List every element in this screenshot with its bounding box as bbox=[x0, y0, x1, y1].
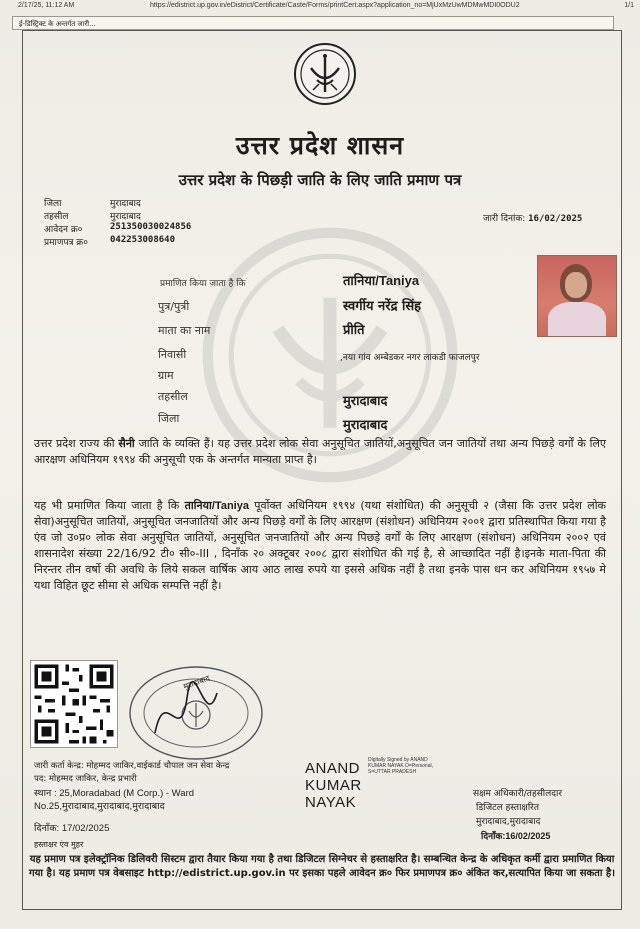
caste-text-end: जाति के व्यक्ति हैं। यह उत्तर प्रदेश लोक सेवा अनुसूचित जातियों,अनुसूचित जन जातियों तथा अन्य पिछड़े वर्गों के लिए आरक्षण अधिनियम १९९४ की अनुसूची एक के अन्तर्गत मान्यता प्राप्त है। bbox=[34, 437, 606, 466]
issuer-post: पद: मोहम्मद जाकिर, केन्द्र प्रभारी bbox=[34, 774, 137, 784]
authority-digital: डिजिटल हस्ताक्षरित bbox=[476, 803, 539, 813]
eligibility-text-end: पूर्वोक्त अधिनियम १९९४ (यथा संशोधित) की अनुसूची २ (जैसा कि उत्तर प्रदेश लोक सेवा)अनुसूचित जातियों, अनुसूचित जनजातियों और अन्य पिछड़े वर्गों के लिए आरक्षण (संशोधन) अधिनियम २००१ द्वारा प्रतिस्थापित किया गया है एंव जो उ०प्र० लोक सेवा अनुसूचित जातियों, अनुसूचित जनजातियों और अन्य पिछड़े वर्गों के लिए आरक्षण (संशोधन) अधिनियम २००२ एवं शासनादेश संख्या 22/16/92 टी० सी०-III , दिनाँक २० अक्टूबर २००८ द्वारा संशोधित की गई है, से आच्छादित नहीं है।इनके माता-पिता की निरन्तर तीन वर्षो की अवधि के लिये सकल वार्षिक आय आठ लाख रुपये या इससे अधिक नहीं है तथा इनके पास धन कर अधिनियम १९५७ मे यथा विहित छूट सीमा से अधिक सम्पत्ति नहीं है। bbox=[34, 499, 607, 592]
tehsil-label: तहसील bbox=[44, 212, 69, 222]
district-value: मुरादाबाद bbox=[110, 199, 141, 209]
verification-footer: यह प्रमाण पत्र इलेक्ट्रॉनिक डिलिवरी सिस्टम द्वारा तैयार किया गया है तथा डिजिटल सिग्नेचर से हस्ताक्षरित है। सम्बन्धित केन्द्र के अधिकृत कर्मी द्वारा प्रमाणित किया गया है। यह प्रमाण पत्र वेबसाइट http://edistrict.up.gov.in पर इसका पहले आवेदन क्र० फिर प्रमाणपत्र क्र० अंकित कर,सत्यापित किया जा सकता है। bbox=[28, 854, 616, 879]
application-label: आवेदन क्र० bbox=[44, 225, 83, 235]
digital-signer-name bbox=[305, 760, 362, 811]
tehsil-row-label: तहसील bbox=[158, 390, 188, 403]
print-url: https://edistrict.up.gov.in/eDistrict/Certificate/Caste/Forms/printCert.aspx?application_no=MjUxMzUwMDMwMDI0ODU2 bbox=[150, 2, 520, 9]
authority-title: सक्षम अधिकारी/तहसीलदार bbox=[473, 789, 563, 799]
tehsil-row-value: मुरादाबाद bbox=[343, 394, 388, 409]
page-title: उत्तर प्रदेश शासन bbox=[235, 131, 405, 160]
issue-date-value: 16/02/2025 bbox=[528, 214, 583, 224]
eligibility-holder-name: तानिया/Taniya bbox=[184, 500, 249, 512]
caste-name: सैनी bbox=[118, 437, 135, 450]
certificate-number: 042253008640 bbox=[110, 235, 176, 245]
issuer-center: जारी कर्ता केन्द्र: मोहम्मद जाकिर,वाईकार्ड चौपाल जन सेवा केन्द्र bbox=[34, 761, 230, 771]
certificate-subtitle: उत्तर प्रदेश के पिछड़ी जाति के लिए जाति प्रमाण पत्र bbox=[178, 171, 462, 189]
caste-paragraph bbox=[34, 436, 606, 468]
application-number: 251350030024856 bbox=[110, 222, 192, 232]
holder-name: तानिया/Taniya bbox=[343, 273, 420, 288]
eligibility-text-start: यह भी प्रमाणित किया जाता है कि bbox=[34, 499, 180, 512]
issue-date bbox=[483, 211, 582, 224]
issue-date-label: जारी दिनांक: bbox=[483, 214, 526, 224]
mother-name: प्रीति bbox=[343, 323, 365, 338]
eligibility-paragraph bbox=[34, 498, 606, 594]
certificate-number-label: प्रमाणपत्र क्र० bbox=[44, 238, 88, 248]
signer-last-name: NAYAK bbox=[305, 794, 357, 811]
authority-place: मुरादाबाद,मुरादाबाद bbox=[476, 817, 541, 827]
issuer-date: दिनाँक: 17/02/2025 bbox=[34, 823, 110, 834]
print-page-number: 1/1 bbox=[624, 2, 634, 9]
signer-first-name: ANAND bbox=[305, 760, 361, 777]
certify-label: प्रमाणित किया जाता है कि bbox=[160, 279, 246, 289]
parent-name: स्वर्गीय नरेंद्र सिंह bbox=[343, 299, 422, 314]
authority-date: दिनाँक:16/02/2025 bbox=[481, 831, 551, 841]
caste-text-start: उत्तर प्रदेश राज्य की bbox=[34, 437, 115, 450]
applicant-photo bbox=[537, 255, 617, 337]
district-label: जिला bbox=[44, 199, 62, 209]
stamp-text: मुरादाबाद bbox=[182, 673, 212, 692]
district-row-value: मुरादाबाद bbox=[343, 418, 388, 433]
village-label: ग्राम bbox=[158, 369, 174, 382]
print-date: 2/17/25, 11:12 AM bbox=[18, 2, 75, 9]
parent-label: पुत्र/पुत्री bbox=[158, 300, 190, 313]
edistrict-banner: ई-डिस्ट्रिक्ट के अन्तर्गत जारी... bbox=[12, 16, 614, 30]
tehsil-value: मुरादाबाद bbox=[110, 212, 141, 222]
issuer-sign-label: हस्ताक्षर एंव मुहर bbox=[34, 840, 84, 849]
up-state-emblem bbox=[293, 42, 357, 106]
digital-signature-note: Digitally Signed by ANAND KUMAR NAYAK O=Personal, S=UTTAR PRADESH bbox=[368, 757, 433, 775]
district-row-label: जिला bbox=[158, 412, 180, 425]
resident-label: निवासी bbox=[158, 348, 187, 361]
resident-address: ,नया गांव अम्बेडकर नगर लाकडी फाजलपुर bbox=[340, 353, 480, 363]
qr-code bbox=[30, 660, 118, 748]
issuer-place: स्थान : 25,Moradabad (M Corp.) - Ward No.25,मुरादाबाद,मुरादाबाद,मुरादाबाद bbox=[34, 788, 195, 812]
mother-label: माता का नाम bbox=[158, 324, 211, 337]
signer-middle-name: KUMAR bbox=[305, 777, 362, 794]
